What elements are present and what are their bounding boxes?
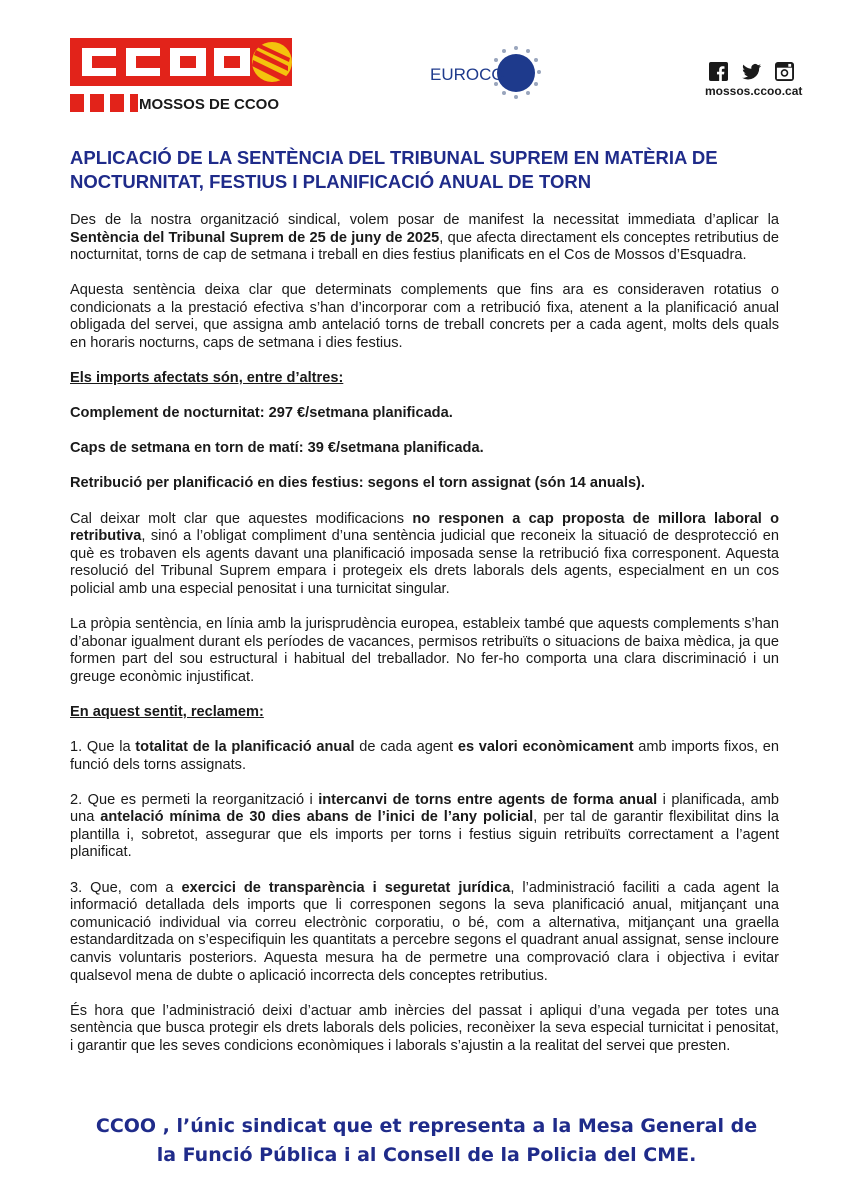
footer-line-1: CCOO , l’únic sindicat que et representa a la Mesa General de [95, 1115, 758, 1137]
eurocop-logo [428, 42, 548, 112]
amount-item: Retribució per planificació en dies festius: segons el torn assignat (són 14 anuals). [70, 475, 645, 492]
claims-heading: En aquest sentit, reclamem: [70, 703, 264, 720]
amounts-heading: Els imports afectats són, entre d’altres: [70, 370, 344, 387]
eurocop-text: EUROCOP [430, 65, 516, 84]
footer-line-2: la Funció Pública i al Consell de la Policia del CME. [156, 1144, 697, 1166]
footer-slogan [60, 1112, 793, 1170]
amount-item: Complement de nocturnitat: 297 €/setmana planificada. [70, 405, 453, 422]
facebook-icon[interactable] [709, 62, 728, 81]
ccoo-subtitle: MOSSOS DE CCOO [139, 96, 280, 113]
body-paragraph-3: Cal deixar molt clar que aquestes modificacions no responen a cap proposta de millora laboral o retributiva, sinó a l’obligat compliment d’una sentència judicial que reconeix la situació de desprotecció en què es trobaven els agents davant una planificació imposada sense la retribució fixa corresponent. Aquesta resolució del Tribunal Suprem empara i protegeix els drets laborals dels agents, especialment en un cos policial amb una especial penositat i una turnicitat singular. [70, 510, 780, 597]
website-link[interactable]: mossos.ccoo.cat [705, 84, 803, 98]
closing-paragraph: És hora que l’administració deixi d’actuar amb inèrcies del passat i apliqui d’una vegada per totes una sentència que busca protegir els drets laborals dels policies, reconèixer la seva especial turnicitat i penositat, i garantir que les seves condicions econòmiques i laborals s’ajustin a la realitat del servei que presten. [70, 1002, 779, 1054]
claim-1: 1. Que la totalitat de la planificació anual de cada agent es valori econòmicament amb imports fixos, en funció dels torns assignats. [70, 738, 779, 773]
social-block [705, 62, 817, 104]
claim-2: 2. Que es permeti la reorganització i intercanvi de torns entre agents de forma anual i planificada, amb una antelació mínima de 30 dies abans de l’inici de l’any policial, per tal de garantir flexibilitat dins la plantilla i, sobretot, assegurar que els imports per torns i festius siguin retribuïts correctament a l’agent planificat. [70, 791, 780, 861]
body-paragraph-4: La pròpia sentència, en línia amb la jurisprudència europea, estableix també que aquests complements s’han d’abonar igualment durant els períodes de vacances, permisos retribuïts o situacions de baixa mèdica, ja que formen part del sou estructural i habitual del treballador. No fer-ho comporta una clara discriminació i un greuge econòmic injustificat. [70, 616, 779, 685]
header [0, 0, 853, 130]
intro-paragraph-2: Aquesta sentència deixa clar que determinats complements que fins ara es consideraven rotatius o condicionats a la prestació efectiva s’han d’incorporar com a retribució fixa, atenent a la planificació anual obligada del servei, que assigna amb antelació torns de treball concrets per a cada agent, molts dels quals en horaris nocturns, caps de setmana i dies festius. [70, 282, 779, 352]
page-title: APLICACIÓ DE LA SENTÈNCIA DEL TRIBUNAL SUPREM EN MATÈRIA DE NOCTURNITAT, FESTIUS I PLANIFICACIÓ ANUAL DE TORN [70, 147, 718, 192]
instagram-icon[interactable] [775, 62, 794, 81]
amount-item: Caps de setmana en torn de matí: 39 €/setmana planificada. [70, 440, 484, 457]
intro-paragraph-1: Des de la nostra organització sindical, volem posar de manifest la necessitat immediata d’aplicar la Sentència del Tribunal Suprem de 25 de juny de 2025, que afecta directament els conceptes retributius de nocturnitat, torns de cap de setmana i treball en dies festius planificats en el Cos de Mossos d’Esquadra. [70, 212, 779, 264]
document-body [70, 212, 779, 1073]
twitter-icon[interactable] [742, 62, 761, 81]
claim-3: 3. Que, com a exercici de transparència i seguretat jurídica, l’administració faciliti a cada agent la informació detallada dels imports que li corresponen segons la seva planificació anual, mitjançant una comunicació individual via correu electrònic corporatiu, o bé, com a alternativa, mitjançant una graella estandarditzada on s’especifiquin les quantitats a percebre segons el quadrant anual assignat, sense incloure canvis voluntaris posteriors. Aquesta mesura ha de permetre una comprovació clara i objectiva i evitar qualsevol mena de dubte o aplicació incorrecta dels conceptes retributius. [70, 879, 779, 984]
